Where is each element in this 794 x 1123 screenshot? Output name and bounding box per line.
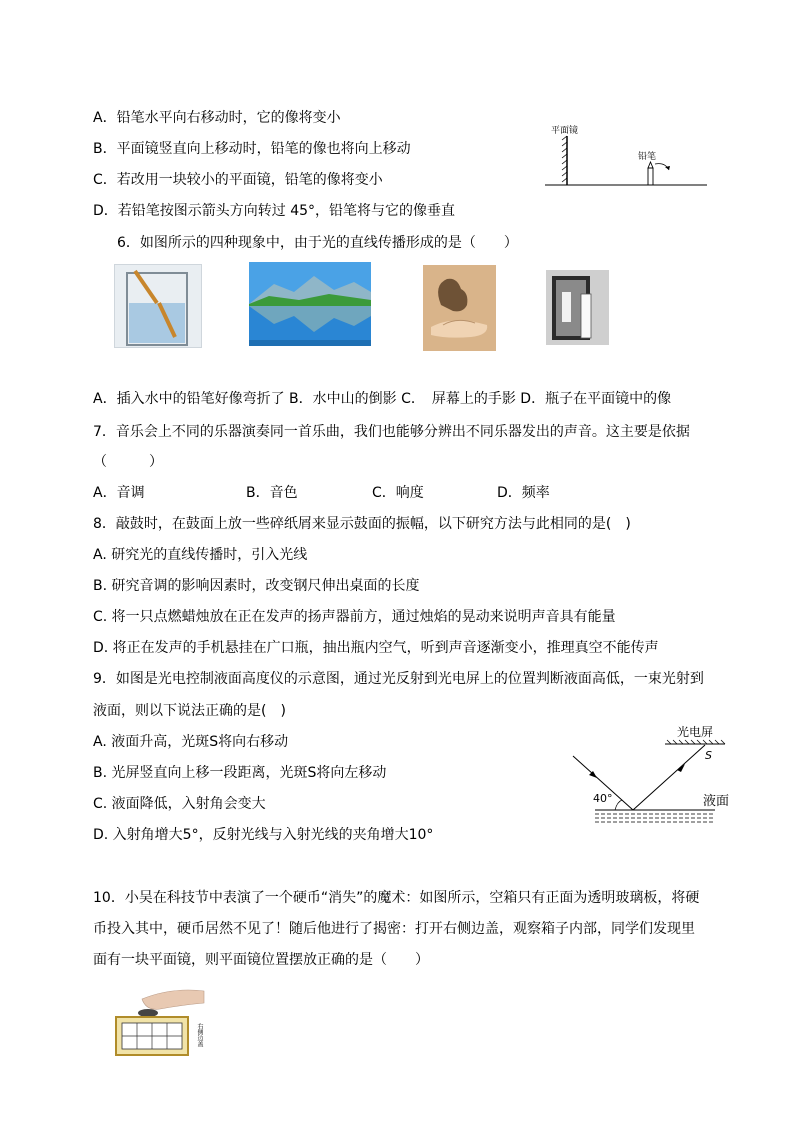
q7-option-b: B．音色 (246, 485, 298, 501)
q8-stem: 8．敲鼓时，在鼓面上放一些碎纸屑来显示鼓面的振幅，以下研究方法与此相同的是( ) (93, 516, 631, 532)
q7-option-d: D．频率 (497, 485, 550, 501)
q8-option-d: D. 将正在发声的手机悬挂在广口瓶，抽出瓶内空气，听到声音逐渐变小，推理真空不能传声 (93, 640, 659, 656)
q8-option-c: C. 将一只点燃蜡烛放在正在发声的扬声器前方，通过烛焰的晃动来说明声音具有能量 (93, 609, 616, 625)
q9-option-b: B. 光屏竖直向上移一段距离，光斑S将向左移动 (93, 765, 387, 781)
hand-shadow-image (423, 265, 496, 351)
q5-option-d: D．若铅笔按图示箭头方向转过 45°，铅笔将与它的像垂直 (93, 203, 456, 219)
q7-option-c: C．响度 (372, 485, 424, 501)
pencil-in-water-image (114, 264, 202, 348)
liquid-level-figure (565, 718, 745, 830)
q8-option-b: B. 研究音调的影响因素时，改变钢尺伸出桌面的长度 (93, 578, 420, 594)
side-cover-label: 右侧边盖 (196, 1023, 203, 1047)
q6-stem: 6．如图所示的四种现象中，由于光的直线传播形成的是（ ） (117, 235, 518, 251)
q7-option-a: A．音调 (93, 485, 145, 501)
q9-stem-line2: 液面，则以下说法正确的是( ) (93, 703, 286, 719)
q6-options: A．插入水中的铅笔好像弯折了 B．水中山的倒影 C． 屏幕上的手影 D．瓶子在平面镜中的像 (93, 391, 672, 407)
angle-label: 40° (593, 792, 613, 805)
liquid-label: 液面 (703, 794, 730, 809)
q9-stem-line1: 9．如图是光电控制液面高度仪的示意图，通过光反射到光电屏上的位置判断液面高低，一束光射到 (93, 671, 704, 687)
q8-option-a: A. 研究光的直线传播时，引入光线 (93, 547, 308, 563)
q10-stem-line3: 面有一块平面镜，则平面镜位置摆放正确的是（ ） (93, 952, 429, 968)
pencil-label: 铅笔 (638, 152, 657, 162)
screen-label: 光电屏 (677, 725, 714, 739)
mountain-reflection-image (249, 262, 371, 346)
magic-box-figure (112, 987, 216, 1059)
mirror-pencil-figure (545, 118, 715, 193)
q9-option-d: D. 入射角增大5°，反射光线与入射光线的夹角增大10° (93, 827, 434, 843)
q10-stem-line2: 币投入其中，硬币居然不见了！随后他进行了揭密：打开右侧边盖，观察箱子内部，同学们发现里 (93, 921, 695, 937)
q5-option-c: C．若改用一块较小的平面镜，铅笔的像将变小 (93, 172, 383, 188)
q7-stem-line1: 7．音乐会上不同的乐器演奏同一首乐曲，我们也能够分辨出不同乐器发出的声音。这主要是依据 (93, 424, 690, 440)
q9-option-c: C. 液面降低，入射角会变大 (93, 796, 266, 812)
spot-label: S (705, 749, 712, 762)
q9-option-a: A. 液面升高，光斑S将向右移动 (93, 734, 289, 750)
mirror-bottle-image (546, 270, 609, 345)
q7-stem-line2: （ ） (93, 454, 163, 470)
q10-stem-line1: 10．小吴在科技节中表演了一个硬币“消失”的魔术：如图所示，空箱只有正面为透明玻璃板，将硬 (93, 890, 700, 906)
q5-option-b: B．平面镜竖直向上移动时，铅笔的像也将向上移动 (93, 141, 411, 157)
mirror-label: 平面镜 (551, 126, 579, 136)
q5-option-a: A．铅笔水平向右移动时，它的像将变小 (93, 110, 341, 126)
